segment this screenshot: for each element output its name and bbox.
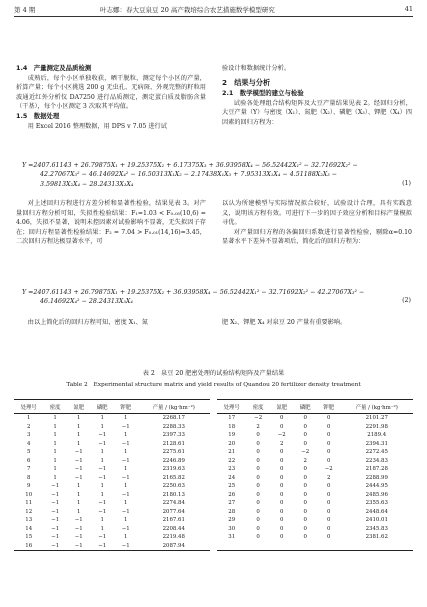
tail-right-text: 肥 X₂、钾肥 X₄ 对泉豆 20 产量有重要影响。 [222, 319, 347, 326]
table-cell: 2219.48 [162, 534, 185, 541]
table-cell: 0 [326, 500, 331, 507]
table-cell: 1 [100, 415, 104, 422]
table-cell: 1 [76, 432, 81, 439]
table-cell: 2250.63 [162, 483, 185, 490]
table-cell: 5 [26, 449, 31, 456]
header-rule [14, 16, 413, 17]
table-cell: 1 [76, 423, 81, 430]
table-cell: 0 [256, 500, 260, 507]
tail-left-text: 由以上简化后的回归方程可知，密度 X₁、氮 [27, 319, 148, 326]
table-row [14, 508, 210, 517]
table-row [14, 474, 210, 483]
table-row [217, 423, 413, 432]
equation-1 [22, 161, 412, 189]
significance-text: 对产量回归方程的各偏回归系数进行显著性检验，剔除α=0.10 显著水平下差异不显著项后，简化后的回归方程为： [222, 228, 412, 246]
table-cell: 9 [26, 483, 31, 490]
table-cell: 2444.95 [365, 483, 388, 490]
table-row [217, 516, 413, 525]
tail-right [222, 318, 412, 328]
equation-1-line-3: 3.59813X₂X₄ − 28.24313X₃X₄ [40, 180, 134, 188]
table-row [14, 482, 210, 491]
table-row [217, 474, 413, 483]
table-cell: 2246.89 [162, 457, 185, 464]
col-header-potassium: 钾肥 [317, 400, 341, 414]
section-1-4-heading: 1.4 产量测定及品质检测 [16, 64, 92, 72]
table-cell: −1 [90, 542, 114, 551]
table-cell: 30 [228, 525, 236, 532]
table-cell: 1 [53, 457, 57, 464]
table-cell: 2485.96 [365, 491, 388, 498]
table-cell: −1 [43, 542, 67, 551]
table-right-half [217, 399, 413, 551]
table-cell: 0 [256, 457, 260, 464]
table-cell: 1 [53, 423, 57, 430]
table-cell: 2291.98 [365, 423, 388, 430]
table-cell: 1 [123, 466, 128, 473]
table-cell: 17 [228, 415, 236, 422]
table-cell: 0 [326, 457, 331, 464]
table-cell: 2319.63 [162, 466, 185, 473]
table-cell: 2234.83 [365, 457, 388, 464]
table-cell: 0 [256, 491, 260, 498]
table-row [14, 525, 210, 534]
table-cell: −1 [98, 500, 107, 507]
table-row [217, 431, 413, 440]
equation-2-number: (2) [402, 297, 411, 304]
table-cell: 1 [53, 440, 57, 447]
table-cell: 15 [25, 534, 33, 541]
table-cell: 0 [303, 517, 307, 524]
table-cell: 1 [123, 483, 128, 490]
table-cell: 2 [26, 423, 31, 430]
table-cell: 3 [26, 432, 31, 439]
table-cell: 0 [326, 525, 331, 532]
table-row [217, 414, 413, 423]
table-cell: 1 [26, 415, 31, 422]
table-cell: −1 [51, 483, 60, 490]
table-row [14, 423, 210, 432]
table-cell: −1 [74, 466, 83, 473]
table-row [217, 542, 413, 551]
table-cell: 0 [303, 483, 307, 490]
table-cell: 25 [228, 483, 236, 490]
running-title: 叶志娜：春大豆泉豆 20 高产栽培综合农艺措施数学模型研究 [100, 6, 275, 14]
table-row [217, 465, 413, 474]
table-cell [317, 542, 341, 551]
table-cell: 2394.31 [365, 440, 388, 447]
table-cell [246, 542, 270, 551]
section-2-heading: 2 结果与分析 [222, 77, 271, 87]
table-cell [340, 542, 413, 551]
table-cell: 0 [279, 534, 284, 541]
table-cell: −1 [98, 440, 107, 447]
section-1-4-text: 成熟后，每个小区单独收获，晒干脱粒，测定每个小区的产量，折算产量；每个小区挑选 200 g 无虫孔、无病斑、外观完整的籽粒用波通近红外分析仪 DA7250 进行品质测定，测定蛋白质及脂肪含量（干基），每个小区测定 3 次取其平均值。 [16, 74, 206, 111]
table-cell: 2355.63 [365, 500, 388, 507]
table-row [14, 533, 210, 542]
table-cell: 0 [279, 423, 284, 430]
table-cell: 1 [100, 491, 104, 498]
table-cell [270, 542, 294, 551]
table-cell: 0 [303, 491, 307, 498]
col-header-treatment: 处理号 [14, 400, 43, 414]
table-row [217, 440, 413, 449]
table-cell: 2 [326, 474, 331, 481]
table-row [217, 482, 413, 491]
table-cell: 2275.61 [162, 449, 185, 456]
table-cell: 1 [53, 466, 57, 473]
table-cell: 1 [76, 440, 81, 447]
table-cell: −1 [121, 440, 130, 447]
table-caption-en: Table 2 Experimental structure matrix and yield results of Quandou 20 fertilizer density treatment [66, 382, 361, 388]
table-cell: 1 [123, 500, 128, 507]
table-cell: 2189.4 [367, 432, 387, 439]
table-cell: 0 [303, 432, 307, 439]
table-cell: −1 [121, 491, 130, 498]
page-number: 41 [404, 5, 413, 13]
table-cell: 1 [100, 449, 104, 456]
col-header-phosphorus: 磷肥 [293, 400, 317, 414]
table-cell: −1 [51, 534, 60, 541]
table-cell: 2410.01 [365, 517, 388, 524]
table-cell: 2077.64 [162, 508, 185, 515]
table-cell: 0 [303, 466, 307, 473]
model-validity-text: 以认为所建模型与实际情况拟合较好，试验设计合理，具有实践意义，说明该方程有效。可进行下一步的因子效应分析和目标产量模拟寻优。 [222, 200, 412, 227]
table-cell: 0 [279, 508, 284, 515]
table-row [217, 499, 413, 508]
table-cell: 1 [100, 423, 104, 430]
table-cell: −1 [98, 466, 107, 473]
table-cell: 13 [25, 517, 33, 524]
table-cell: 0 [256, 517, 260, 524]
table-cell: 0 [256, 432, 260, 439]
table-row [14, 440, 210, 449]
table-cell: 2187.28 [365, 466, 388, 473]
equation-2 [22, 288, 412, 307]
table-cell: 0 [326, 491, 331, 498]
table-cell: −1 [121, 457, 130, 464]
table-cell: 2128.61 [162, 440, 185, 447]
table-cell: 1 [53, 474, 57, 481]
table-cell: 0 [279, 500, 284, 507]
table-cell: 0 [303, 474, 307, 481]
table-cell: 2 [279, 440, 284, 447]
section-2-1-text: 试验各处理组合结构矩阵及大豆产量结果见表 2。经回归分析，大豆产量（Y）与密度（X₁）、氮肥（X₂）、磷肥（X₃）、钾肥（X₄）四因素的回归方程为： [222, 99, 412, 126]
table-cell [293, 542, 317, 551]
col-header-potassium: 钾肥 [114, 400, 138, 414]
table-cell: 23 [228, 466, 236, 473]
col-header-treatment: 处理号 [217, 400, 246, 414]
equation-1-number: (1) [402, 180, 411, 187]
continued-text: 验设计和数据统计分析。 [222, 65, 291, 72]
table-cell: −1 [74, 525, 83, 532]
table-cell: 4 [26, 440, 31, 447]
table-cell: 1 [76, 415, 81, 422]
table-cell: 2 [256, 423, 260, 430]
table-cell: 2 [303, 457, 307, 464]
table-row [217, 525, 413, 534]
table-cell: 0 [279, 525, 284, 532]
table-cell: 1 [100, 525, 104, 532]
equation-2-line-1: Y =2407.61143 + 26.79875X₁ + 19.25375X₂ + 36.93958X₄ − 56.52442X₁² − 32.71692X₂² − 42.27067X₃² − [22, 289, 365, 296]
table-cell: −1 [121, 508, 130, 515]
table-cell: 1 [123, 432, 128, 439]
table-cell: −1 [98, 508, 107, 515]
table-cell: 1 [100, 457, 104, 464]
table-cell: −1 [98, 432, 107, 439]
table-cell: 8 [26, 474, 31, 481]
table-cell: 28 [228, 508, 236, 515]
table-cell: 0 [256, 449, 260, 456]
table-row [14, 431, 210, 440]
table-cell: 2345.83 [365, 525, 388, 532]
table-cell: −1 [74, 517, 83, 524]
table-cell: −1 [51, 491, 60, 498]
table-cell: 1 [123, 415, 128, 422]
table-row [14, 499, 210, 508]
table-row [14, 491, 210, 500]
table-cell: −1 [114, 542, 138, 551]
table-cell: 0 [326, 440, 331, 447]
table-cell: 24 [228, 474, 236, 481]
table-cell: 31 [228, 534, 236, 541]
table-cell: 0 [279, 415, 284, 422]
table-cell: 0 [279, 449, 284, 456]
table-row [14, 465, 210, 474]
table-cell: 6 [26, 457, 31, 464]
table-cell: −1 [51, 525, 60, 532]
section-1-5-heading: 1.5 数据处理 [16, 111, 60, 120]
table-cell: −1 [51, 508, 60, 515]
right-column-middle [222, 199, 412, 247]
table-cell: 0 [326, 449, 331, 456]
table-cell: −2 [277, 432, 286, 439]
col-header-density: 密度 [246, 400, 270, 414]
table-cell: 0 [303, 440, 307, 447]
table-cell: 0 [326, 508, 331, 515]
table-row [217, 533, 413, 542]
table-cell: −1 [74, 457, 83, 464]
table-row [217, 491, 413, 500]
table-cell: 2274.84 [162, 500, 185, 507]
table-cell: 0 [326, 415, 331, 422]
table-cell: 2101.27 [365, 415, 388, 422]
table-cell: 2272.45 [365, 449, 388, 456]
table-cell: 27 [228, 500, 236, 507]
table-cell: 0 [256, 474, 260, 481]
table-cell: −1 [74, 534, 83, 541]
table-cell: −1 [51, 517, 60, 524]
table-cell: 0 [303, 500, 307, 507]
table-cell: −1 [98, 474, 107, 481]
table-row [14, 414, 210, 423]
table-cell: −1 [121, 474, 130, 481]
table-cell: 1 [76, 508, 81, 515]
table-cell: 1 [53, 432, 57, 439]
table-cell: 2288.99 [365, 474, 388, 481]
section-1-5-text: 用 Excel 2016 整理数据，用 DPS v 7.05 进行试 [27, 122, 167, 130]
table-cell: 0 [303, 534, 307, 541]
right-column-top [222, 64, 412, 128]
table-cell: 11 [25, 500, 33, 507]
table-cell: 0 [326, 483, 331, 490]
table-cell: 1 [100, 517, 104, 524]
table-cell: 1 [123, 449, 128, 456]
table-cell: 0 [279, 483, 284, 490]
left-column-middle [16, 199, 206, 247]
table-cell: −1 [74, 449, 83, 456]
table-left-half [14, 399, 210, 551]
table-cell: 29 [228, 517, 236, 524]
table-cell: 0 [326, 423, 331, 430]
col-header-phosphorus: 磷肥 [90, 400, 114, 414]
table-cell: 22 [228, 457, 236, 464]
table-cell: 2165.82 [162, 474, 185, 481]
table-cell [217, 542, 246, 551]
table-cell: 0 [256, 534, 260, 541]
table-cell: 12 [25, 508, 33, 515]
table-cell: 1 [53, 415, 57, 422]
table-cell: 2167.61 [162, 517, 185, 524]
table-cell: 18 [228, 423, 236, 430]
table-cell: 1 [76, 491, 81, 498]
table-row [14, 448, 210, 457]
table-cell: 21 [228, 449, 236, 456]
table-cell: 0 [303, 508, 307, 515]
table-cell: 0 [326, 517, 331, 524]
table-cell: 2180.13 [162, 491, 185, 498]
table-cell: 2087.94 [137, 542, 210, 551]
table-cell: 20 [228, 440, 236, 447]
table-cell: 1 [53, 449, 57, 456]
table-row [217, 448, 413, 457]
table-cell: 2397.33 [162, 432, 185, 439]
table-cell: 0 [256, 466, 260, 473]
col-header-nitrogen: 氮肥 [270, 400, 294, 414]
table-cell: 1 [123, 534, 128, 541]
table-cell: 0 [279, 466, 284, 473]
table-cell: 0 [303, 423, 307, 430]
table-cell: 2381.62 [365, 534, 388, 541]
table-cell: 16 [14, 542, 43, 551]
table-cell: 0 [279, 517, 284, 524]
issue-number: 第 4 期 [14, 6, 36, 14]
col-header-nitrogen: 氮肥 [67, 400, 91, 414]
table-row [217, 457, 413, 466]
table-cell: −1 [74, 474, 83, 481]
section-2-1-heading: 2.1 数学模型的建立与检验 [222, 89, 304, 98]
table-cell: 0 [256, 525, 260, 532]
table-cell: 26 [228, 491, 236, 498]
table-cell: 2208.44 [162, 525, 185, 532]
table-cell: −1 [121, 423, 130, 430]
table-cell: 0 [303, 525, 307, 532]
table-cell: 0 [256, 508, 260, 515]
table-cell: 19 [228, 432, 236, 439]
col-header-density: 密度 [43, 400, 67, 414]
table-cell: 1 [100, 483, 104, 490]
table-cell: 2288.33 [162, 423, 185, 430]
table-cell: −1 [67, 542, 91, 551]
table-cell: 0 [303, 415, 307, 422]
col-header-yield: 产量 / (kg·hm⁻²) [340, 400, 413, 414]
table-cell: 0 [279, 491, 284, 498]
equation-1-line-1: Y =2407.61143 + 26.79875X₁ + 19.25375X₂ + 6.17375X₃ + 36.93958X₄ − 56.52442X₁² − 32.71692X₂² − [22, 162, 358, 169]
table-cell: −2 [301, 449, 310, 456]
table-cell: 1 [76, 483, 81, 490]
table-cell: −2 [254, 415, 263, 422]
table-cell: 2448.64 [365, 508, 388, 515]
table-cell: −1 [98, 534, 107, 541]
table-row [217, 508, 413, 517]
table-cell: 0 [256, 440, 260, 447]
table-cell: 0 [256, 483, 260, 490]
table-cell: 2268.17 [162, 415, 185, 422]
table-cell: −2 [324, 466, 333, 473]
table-cell: 7 [26, 466, 31, 473]
anova-text: 对上述回归方程进行方差分析和显著性检验，结果见表 3。对产量回归方程分析可知，失拟性检验结果：F₁=1.03 < F₀.₀₅(10,6) = 4.06，失拟不显著，说明未控因素对试验影响不显著，无失拟因子存在；回归方程显著性检验结果：F₂ = 7.04 > F₀.₀₁(14,16)=3.45，二次回归方程达极显著水平，可 [16, 200, 206, 246]
table-cell: −1 [121, 525, 130, 532]
tail-left [16, 318, 206, 328]
table-cell: 0 [279, 474, 284, 481]
table-cell: −1 [51, 500, 60, 507]
table-cell: 1 [76, 500, 81, 507]
left-column-top [16, 64, 206, 131]
table-row [14, 457, 210, 466]
table-cell: 1 [123, 517, 128, 524]
col-header-yield: 产量 / (kg·hm⁻²) [137, 400, 210, 414]
table-row [14, 542, 210, 551]
equation-2-line-2: 46.14692X₄² − 28.24313X₃X₄ [40, 298, 133, 306]
table-cell: 10 [25, 491, 33, 498]
table-cell: 14 [25, 525, 33, 532]
table-row [14, 516, 210, 525]
table-cell: 0 [326, 534, 331, 541]
table-cell: 0 [326, 432, 331, 439]
table-caption-cn: 表 2 泉豆 20 肥密处理的试验结构矩阵及产量结果 [142, 370, 285, 377]
equation-1-line-2: 42.27067X₃² − 46.14692X₄² − 16.50313X₁X₂ − 2.17438X₁X₃ + 7.95313X₁X₄ − 4.51188X₂X₃ − [40, 171, 338, 179]
table-cell: 0 [279, 457, 284, 464]
